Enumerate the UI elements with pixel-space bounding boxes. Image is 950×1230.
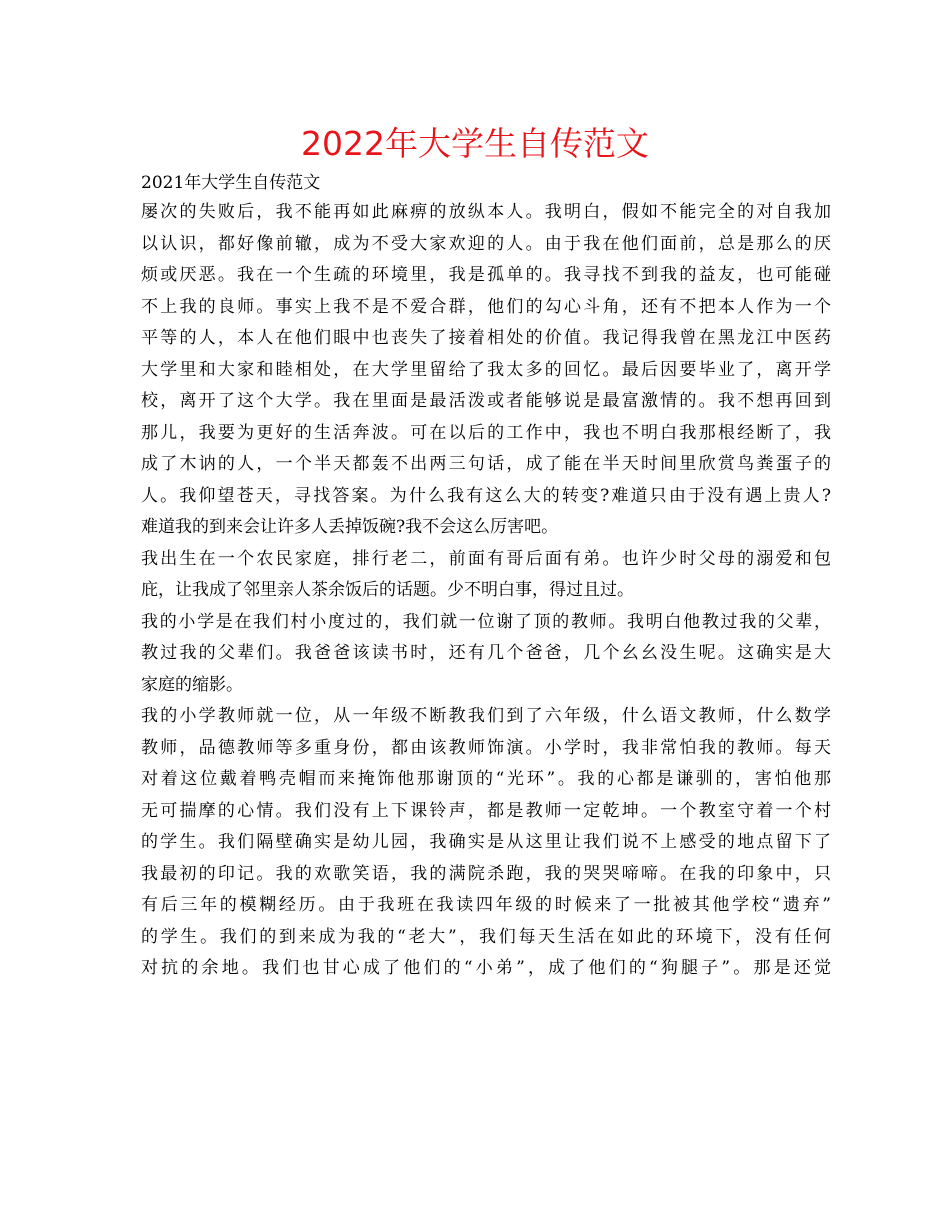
text-line: 屡次的失败后，我不能再如此麻痹的放纵本人。我明白，假如不能完全的对自我加 — [141, 202, 831, 222]
text-line: 以认识，都好像前辙，成为不受大家欢迎的人。由于我在他们面前，总是那么的厌 — [141, 233, 831, 254]
text-line: 不上我的良师。事实上我不是不爱合群，他们的勾心斗角，还有不把本人作为一个 — [141, 296, 831, 317]
text-line: 成了木讷的人，一个半天都轰不出两三句话，成了能在半天时间里欣赏鸟粪蛋子的 — [141, 454, 831, 474]
document-subtitle: 2021年大学生自传范文 — [141, 173, 321, 193]
text-line: 教过我的父辈们。我爸爸该读书时，还有几个爸爸，几个幺幺没生呢。这确实是大 — [141, 643, 831, 663]
text-line: 有后三年的模糊经历。由于我班在我读四年级的时候来了一批被其他学校“遗弃” — [141, 895, 831, 915]
text-line: 的学生。我们隔壁确实是幼儿园，我确实是从这里让我们说不上感受的地点留下了 — [141, 832, 831, 852]
text-line: 的学生。我们的到来成为我的“老大”，我们每天生活在如此的环境下，没有任何 — [141, 926, 831, 947]
text-line: 平等的人，本人在他们眼中也丧失了接着相处的价值。我记得我曾在黑龙江中医药 — [141, 328, 831, 348]
document-title: 2022年大学生自传范文 — [301, 124, 649, 163]
text-line: 对抗的余地。我们也甘心成了他们的“小弟”，成了他们的“狗腿子”。那是还觉 — [141, 958, 831, 978]
text-line: 对着这位戴着鸭壳帽而来掩饰他那谢顶的“光环”。我的心都是谦驯的，害怕他那 — [141, 769, 831, 789]
text-line: 校，离开了这个大学。我在里面是最活泼或者能够说是最富激情的。我不想再回到 — [141, 391, 831, 411]
document-body — [141, 197, 831, 985]
text-line: 人。我仰望苍天，寻找答案。为什么我有这么大的转变?难道只由于没有遇上贵人? — [141, 485, 831, 506]
text-line: 烦或厌恶。我在一个生疏的环境里，我是孤单的。我寻找不到我的益友，也可能碰 — [141, 265, 831, 285]
text-line: 我的小学是在我们村小度过的，我们就一位谢了顶的教师。我明白他教过我的父辈， — [141, 611, 831, 632]
text-line: 家庭的缩影。 — [141, 674, 243, 695]
text-line: 那儿，我要为更好的生活奔波。可在以后的工作中，我也不明白我那根经断了，我 — [141, 422, 831, 443]
text-line: 教师，品德教师等多重身份，都由该教师饰演。小学时，我非常怕我的教师。每天 — [141, 737, 831, 758]
text-line: 大学里和大家和睦相处，在大学里留给了我太多的回忆。最后因要毕业了，离开学 — [141, 359, 831, 380]
text-line: 我出生在一个农民家庭，排行老二，前面有哥后面有弟。也许少时父母的溺爱和包 — [141, 548, 831, 569]
text-line: 庇，让我成了邻里亲人茶余饭后的话题。少不明白事，得过且过。 — [141, 580, 634, 600]
text-line: 我最初的印记。我的欢歌笑语，我的满院杀跑，我的哭哭啼啼。在我的印象中，只 — [141, 863, 831, 884]
text-line: 无可揣摩的心情。我们没有上下课铃声，都是教师一定乾坤。一个教室守着一个村 — [141, 800, 831, 821]
text-line: 我的小学教师就一位，从一年级不断教我们到了六年级，什么语文教师，什么数学 — [141, 706, 831, 726]
text-line: 难道我的到来会让许多人丢掉饭碗?我不会这么厉害吧。 — [141, 517, 559, 537]
